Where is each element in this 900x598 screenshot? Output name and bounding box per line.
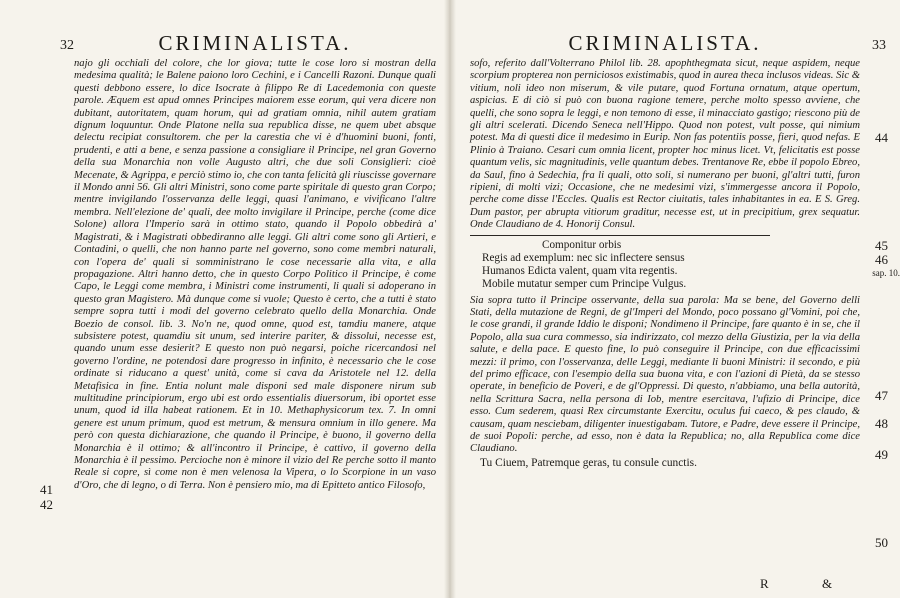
verse-line: Regis ad exemplum: nec sic inflectere sensus: [482, 251, 685, 264]
left-page-number: 32: [60, 38, 74, 53]
left-page: [0, 0, 448, 598]
margin-note: 41: [40, 482, 53, 497]
verse-line: Componitur orbis: [542, 238, 622, 251]
right-page-header: [470, 30, 886, 56]
verse-line: Mobile mutatur semper cum Principe Vulgus.: [482, 278, 687, 291]
catchword-signature: R: [760, 576, 769, 591]
right-running-head: CRIMINALISTA.: [568, 31, 762, 55]
right-body-text: [470, 58, 860, 469]
margin-note: 45: [875, 238, 888, 253]
left-body-text: [74, 58, 436, 492]
right-page-number: 33: [872, 38, 886, 53]
left-paragraph: najo gli occhiali del colore, che lor giova; tutte le cose loro si mostran della medesima qualità; le Balene paiono loro Cechini, e i Cancelli Razoni. Dunque quali questi debbono essere, lo dice Isocrate à filippo Re di Lacedemonia con queste parole. Æquem est apud omnes Principes maiorem esse eorum, qui vera dicere non dubitant, autoritatem, quam horum, qui ad gratiam omnia, nihil autem gratiam dignum loquuntur. Onde Platone nella sua republica disse, ne quem ubet absque delectu recipiat consultorem. che per la carestia che vi è d'huomini buoni, fonti, prudenti, e atti a bene, e senza passione a consigliare il Principe, nel gran Governo della sua Monarchia non volle Augusto altri, che due soli Consiglieri: cioè Mecenate, & Agrippa, e perciò stimo io, che con tanta felicità gli riuscisse governare il Mondo anni 56. Gli altri Ministri, sono come parte spiritale di questo gran Corpo; mentre invigilando l'osservanza delle leggi, quasi l'animano, e vivificano l'altre membra. Nell'elezione de' quali, dee molto invigilare il Principe, perche (come dice Solone) allora l'Imperio sarà in ottimo stato, quando il Popolo obbedirà a' Magistrati, & i Magistrati obbediranno alle leggi. Gli altri come sono gli Artieri, e Contadini, o quelli, che non hanno parte nel governo, sono come membri naturali, con l'opera de' quali si somministrano le cose necessarie alla vita, e alla propagazione. Altri hanno detto, che in questo Corpo Politico il Principe, è come Capo, le Leggi come membra, i Ministri come instrumenti, li quali si adoperano in questo gran Magistero. Mà dunque come si vuole; Questo è certo, che a tutti è stato sempre sopra tutti i modi del governo celebrato quello della Monarchia. Onde Boezio de consol. lib. 3. No'n ne, quod omne, quod est, tamdiu manere, atque subsistere potest, quamdiu sit unum, sed interire pariter, & dissolui, necesse est, quando unum esse desierit? E questo non può negarsi, poiche ricercandosi nel governo l'ordine, ne potendosi dare progresso in infinito, è necessario che le cose ordinate si riducano a quest' unità, come si cava da Aristotele nel 12. della Metafisica in fine. Entia nolunt male disponi sed male disponere nirum sub multitudine principiorum, ergo ubi est ordo essentialis diuersorum, ibi oportet esse unum, quod id illa habeat rationem. Et in 10. Methaphysicorum tex. 7. In omni genere est unum primum, quod est metrum, & mensura omnium in illo genere. Ma però con questa dichiarazione, che quando il Principe, è buono, il governo della Monarchia è il ottimo; & all'incontro il Principe, è cattivo, il governo della Monarchia è il pessimo. Percioche non è minore il vizio del Re perche sotto il manto Reale si copre, sì come non è men velenosa la Vipera, o lo Scorpione in un vaso d'Oro, che di legno, o di Terra. Non è pensiero mio, ma di Epitteto antico Filosofo,: [74, 58, 436, 491]
margin-note: sap. 10.: [872, 268, 900, 278]
section-rule: [470, 235, 770, 236]
verse-line: Humanos Edicta valent, quam vita regentis.: [482, 265, 678, 278]
margin-note: 42: [40, 497, 53, 512]
margin-note: 50: [875, 535, 888, 550]
right-page: [452, 0, 900, 598]
margin-note: 49: [875, 447, 888, 462]
margin-note: 46: [875, 252, 888, 267]
right-paragraph: sofo, referito dall'Volterrano Philol lib. 28. apophthegmata sicut, neque aspidem, neque scorpium propterea non perniciosos existimabis, quod in aurea theca inclusos videas. Sic & vitium, noli ideo non miserum, & vile putare, quod Fortuna ornatum, atque opertum, aspicias. E di ciò si può con buona ragione temere, perche molto spesso avviene, che quelli, che sono sopra le leggi, e non temono di esse, il minacciato gastigo; riescono più de gli altri scelerati. Dicendo Seneca nell'Hippo. Quod non potest, vult posse, qui nimium potest. Ma di questi dice il medesimo in Eurip. Non fas potentiis posse, fieri, quod nefas. E Plinio à Traiano. Cesari cum omnia licent, propter hoc minus licet. Vt, felicitatis est posse quantum velis, sic magnitudinis, velle quantum debes. Trentanove Re, ebbe il popolo Ebreo, da Saul, fino à Sedechia, fra li quali, otto soli, si numerano per buoni, gl'altri tutti, furon ripieni, di molti vizi; Occasione, che ne medesimi vizi, s'immergesse ancora il Popolo, perche come disse l'Eccles. Qualis est Rector ciuitatis, tales inhabitantes in ea. E S. Greg. Dum pastor, per abrupta vitiorum graditur, necesse est, ut in precipitium, grex sequatur. Onde Claudiano de 4. Honorij Consul.: [470, 58, 860, 231]
left-page-header: [60, 30, 436, 56]
catchword: &: [822, 576, 833, 591]
verse-quotation: [482, 239, 860, 292]
closing-verse: Tu Ciuem, Patremque geras, tu consule cunctis.: [480, 456, 697, 469]
margin-note: 47: [875, 388, 888, 403]
left-running-head: CRIMINALISTA.: [158, 31, 352, 55]
margin-note: 48: [875, 416, 888, 431]
right-paragraph: Sia sopra tutto il Principe osservante, della sua parola: Ma se bene, del Governo delli Stati, della mutazione de Regni, de gl'Imperi del Mondo, poco possano gl'Vomini, poi che, le cose grandi, il grande Iddio le disponi; Nondimeno il Principe, fare quanto è in se, che il Popolo, alla sua cura commesso, sia indirizzato, col mezzo della Giustizia, per la via della salute, e della pace. E questo fine, lo può conseguire il Principe, con due efficacissimi mezzi: il primo, con l'osservanza, delle Leggi, mediante li buoni Ministri: il secondo, e più del primo efficace, con l'esempio della sua buona vita, e con l'azioni di Pietà, da se stesso operate, in beneficio de Poveri, e de gl'Oppressi. Di questo, n'abbiamo, una bella autorità, nella Scrittura Sacra, nella persona di Iob, mentre esercitava, l'ufizio di Principe, dice esso. Cum sederem, quasi Rex circumstante Exercitu, oculus fui caeco, & pes claudo, & causam, quam nesciebam, diligenter inuestigabam. Tutore, e Padre, deve essere il Principe, de suoi Popoli: perche, ad esso, non è data la Republica; no, alla Republica come dice Claudiano.: [470, 294, 860, 455]
margin-note: 44: [875, 130, 888, 145]
